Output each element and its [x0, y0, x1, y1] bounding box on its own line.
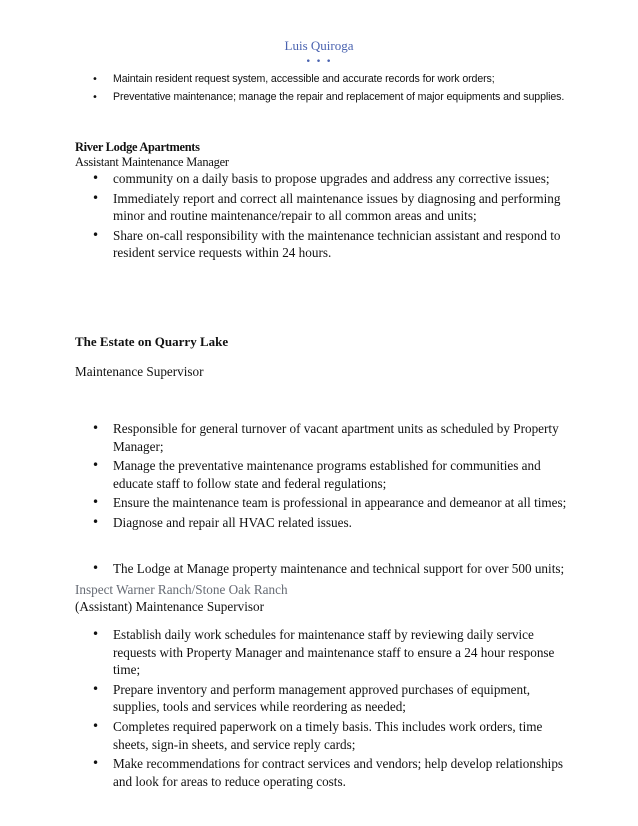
- job-2-bullet-list: [91, 420, 567, 534]
- list-item: • Ensure the maintenance team is professional in appearance and demeanor at all times;: [91, 494, 567, 512]
- list-item: • Preventative maintenance; manage the repair and replacement of major equipments and supplies.: [91, 89, 567, 107]
- header-name: Luis Quiroga: [284, 38, 354, 53]
- job-2-company: The Estate on Quarry Lake: [75, 334, 229, 349]
- top-bullet-list: [91, 71, 567, 106]
- list-item: • Prepare inventory and perform management approved purchases of equipment, supplies, tools and services while reordering as needed;: [91, 681, 567, 716]
- list-item: • Diagnose and repair all HVAC related issues.: [91, 514, 567, 532]
- list-item: • community on a daily basis to propose upgrades and address any corrective issues;: [91, 170, 567, 188]
- job-2-extra-bullet-list: [91, 560, 567, 580]
- job-1-title: Assistant Maintenance Manager: [75, 155, 229, 169]
- list-item: • Immediately report and correct all maintenance issues by diagnosing and performing minor and routine maintenance/repair to all common areas and units;: [91, 190, 567, 225]
- list-item: • Establish daily work schedules for maintenance staff by reviewing daily service requests with Property Manager and maintenance staff to ensure a 24 hour response time;: [91, 626, 567, 679]
- list-item: • Share on-call responsibility with the maintenance technician assistant and respond to resident service requests within 24 hours.: [91, 227, 567, 262]
- list-item: • Make recommendations for contract services and vendors; help develop relationships and look for areas to reduce operating costs.: [91, 755, 567, 790]
- list-item: • The Lodge at Manage property maintenance and technical support for over 500 units;: [91, 560, 567, 578]
- job-1-company: River Lodge Apartments: [75, 140, 200, 154]
- job-3-title: (Assistant) Maintenance Supervisor: [75, 599, 264, 614]
- job-2-title: Maintenance Supervisor: [75, 364, 204, 379]
- header-dots: • • •: [305, 57, 333, 67]
- job-3-bullet-list: [91, 626, 567, 792]
- list-item: • Responsible for general turnover of vacant apartment units as scheduled by Property Manager;: [91, 420, 567, 455]
- job-3-company: Inspect Warner Ranch/Stone Oak Ranch: [75, 582, 288, 597]
- list-item: • Completes required paperwork on a timely basis. This includes work orders, time sheets, sign-in sheets, and service reply cards;: [91, 718, 567, 753]
- list-item: • Maintain resident request system, accessible and accurate records for work orders;: [91, 71, 567, 89]
- job-1-bullet-list: [91, 170, 567, 264]
- list-item: • Manage the preventative maintenance programs established for communities and educate staff to follow state and federal regulations;: [91, 457, 567, 492]
